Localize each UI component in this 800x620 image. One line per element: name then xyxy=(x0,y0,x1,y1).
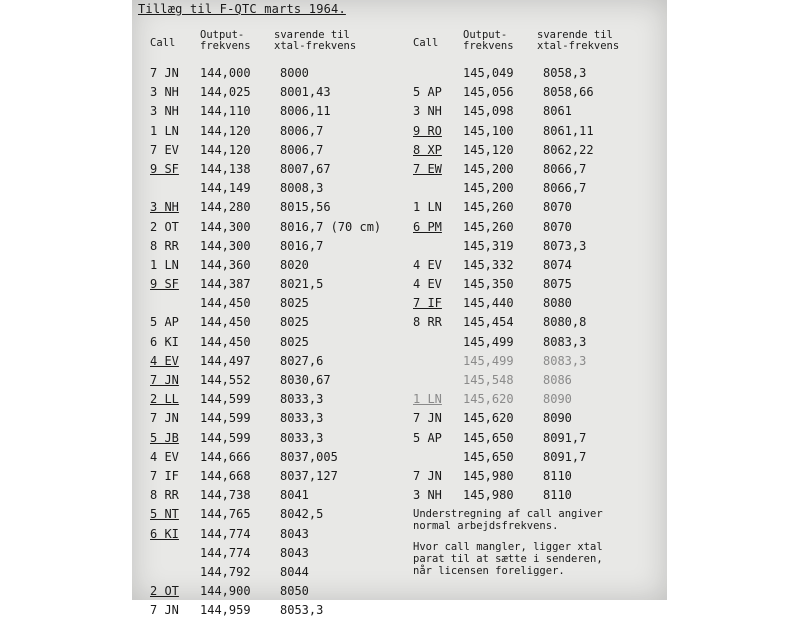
xtal-frequency: 8091,7 xyxy=(543,449,587,464)
call-sign: 5 NT xyxy=(150,507,179,522)
xtal-frequency: 8015,56 xyxy=(280,200,331,215)
xtal-frequency: 8025 xyxy=(280,334,309,349)
xtal-frequency: 8062,22 xyxy=(543,142,594,157)
xtal-frequency: 8027,6 xyxy=(280,353,324,368)
xtal-frequency: 8110 xyxy=(543,488,572,503)
call-sign: 3 NH xyxy=(413,104,442,119)
output-frequency: 144,552 xyxy=(200,373,251,387)
xtal-frequency: 8025 xyxy=(280,315,309,330)
note-underline: Understregning af call angiver normal arbejdsfrekvens. xyxy=(413,508,603,532)
xtal-frequency: 8090 xyxy=(543,392,572,407)
xtal-frequency: 8061 xyxy=(543,104,572,119)
call-sign: 5 JB xyxy=(150,430,179,445)
xtal-frequency: 8110 xyxy=(543,468,572,483)
xtal-frequency: 8008,3 xyxy=(280,181,324,196)
xtal-frequency: 8086 xyxy=(543,373,572,387)
document-page xyxy=(132,0,667,618)
output-frequency: 145,620 xyxy=(463,392,514,407)
xtal-frequency: 8043 xyxy=(280,545,309,560)
xtal-frequency: 8066,7 xyxy=(543,161,587,176)
output-frequency: 145,620 xyxy=(463,411,514,426)
output-frequency: 144,300 xyxy=(200,219,251,234)
xtal-frequency: 8053,3 xyxy=(280,603,324,618)
xtal-frequency: 8070 xyxy=(543,200,572,215)
call-sign: 7 JN xyxy=(150,373,179,387)
output-frequency: 144,599 xyxy=(200,430,251,445)
call-sign: 7 EV xyxy=(150,142,179,157)
output-frequency: 144,138 xyxy=(200,161,251,176)
call-sign: 8 XP xyxy=(413,142,442,157)
output-frequency: 144,387 xyxy=(200,277,251,292)
call-sign: 5 AP xyxy=(413,85,442,100)
output-frequency: 145,056 xyxy=(463,85,514,100)
output-frequency: 145,260 xyxy=(463,200,514,215)
xtal-frequency: 8080 xyxy=(543,296,572,311)
header-call: Call xyxy=(150,37,176,49)
xtal-frequency: 8016,7 (70 cm) xyxy=(280,219,382,234)
call-sign: 6 KI xyxy=(150,526,179,541)
call-sign: 2 OT xyxy=(150,584,179,599)
output-frequency: 144,110 xyxy=(200,104,251,119)
output-frequency: 144,450 xyxy=(200,334,251,349)
output-frequency: 145,980 xyxy=(463,488,514,503)
call-sign: 8 RR xyxy=(413,315,442,330)
xtal-frequency: 8001,43 xyxy=(280,85,331,100)
call-sign: 3 NH xyxy=(150,85,179,100)
xtal-frequency: 8070 xyxy=(543,219,572,234)
call-sign: 5 AP xyxy=(150,315,179,330)
output-frequency: 145,499 xyxy=(463,353,514,368)
xtal-frequency: 8075 xyxy=(543,277,572,292)
call-sign: 1 LN xyxy=(413,392,442,407)
call-sign: 2 LL xyxy=(150,392,179,407)
output-frequency: 144,959 xyxy=(200,603,251,618)
xtal-frequency: 8006,7 xyxy=(280,123,324,138)
call-sign: 1 LN xyxy=(413,200,442,215)
output-frequency: 145,319 xyxy=(463,238,514,253)
xtal-frequency: 8030,67 xyxy=(280,373,331,387)
call-sign: 7 JN xyxy=(150,603,179,618)
xtal-frequency: 8050 xyxy=(280,584,309,599)
output-frequency: 145,120 xyxy=(463,142,514,157)
call-sign: 7 IF xyxy=(413,296,442,311)
xtal-frequency: 8043 xyxy=(280,526,309,541)
xtal-frequency: 8033,3 xyxy=(280,430,324,445)
output-frequency: 145,454 xyxy=(463,315,514,330)
header-xtal: svarende til xtal-frekvens xyxy=(274,29,357,52)
call-sign: 3 NH xyxy=(413,488,442,503)
xtal-frequency: 8083,3 xyxy=(543,353,587,368)
call-sign: 7 EW xyxy=(413,161,442,176)
call-sign: 9 SF xyxy=(150,277,179,292)
xtal-frequency: 8006,7 xyxy=(280,142,324,157)
output-frequency: 145,980 xyxy=(463,468,514,483)
call-sign: 6 PM xyxy=(413,219,442,234)
output-frequency: 144,450 xyxy=(200,296,251,311)
document-title: Tillæg til F-QTC marts 1964. xyxy=(138,2,346,16)
output-frequency: 144,497 xyxy=(200,353,251,368)
xtal-frequency: 8037,005 xyxy=(280,449,338,464)
call-sign: 8 RR xyxy=(150,488,179,503)
output-frequency: 145,350 xyxy=(463,277,514,292)
output-frequency: 144,599 xyxy=(200,392,251,407)
call-sign: 6 KI xyxy=(150,334,179,349)
call-sign: 7 JN xyxy=(413,468,442,483)
notes xyxy=(413,508,663,586)
call-sign: 4 EV xyxy=(413,257,442,272)
output-frequency: 145,548 xyxy=(463,373,514,387)
xtal-frequency: 8007,67 xyxy=(280,161,331,176)
xtal-frequency: 8083,3 xyxy=(543,334,587,349)
call-sign: 9 RO xyxy=(413,123,442,138)
output-frequency: 144,280 xyxy=(200,200,251,215)
xtal-frequency: 8091,7 xyxy=(543,430,587,445)
xtal-frequency: 8021,5 xyxy=(280,277,324,292)
output-frequency: 144,765 xyxy=(200,507,251,522)
output-frequency: 144,666 xyxy=(200,449,251,464)
xtal-frequency: 8044 xyxy=(280,564,309,579)
call-sign: 2 OT xyxy=(150,219,179,234)
output-frequency: 144,900 xyxy=(200,584,251,599)
output-frequency: 145,200 xyxy=(463,181,514,196)
output-frequency: 144,300 xyxy=(200,238,251,253)
xtal-frequency: 8090 xyxy=(543,411,572,426)
output-frequency: 144,792 xyxy=(200,564,251,579)
header-output: Output- frekvens xyxy=(200,29,251,52)
output-frequency: 145,098 xyxy=(463,104,514,119)
xtal-frequency: 8042,5 xyxy=(280,507,324,522)
output-frequency: 144,774 xyxy=(200,526,251,541)
header-xtal: svarende til xtal-frekvens xyxy=(537,29,620,52)
call-sign: 1 LN xyxy=(150,123,179,138)
output-frequency: 144,738 xyxy=(200,488,251,503)
note-missing-call: Hvor call mangler, ligger xtal parat til at sætte i senderen, når licensen foreligger. xyxy=(413,541,603,577)
call-sign: 7 JN xyxy=(150,66,179,80)
call-sign: 5 AP xyxy=(413,430,442,445)
output-frequency: 145,650 xyxy=(463,430,514,445)
xtal-frequency: 8080,8 xyxy=(543,315,587,330)
xtal-frequency: 8000 xyxy=(280,66,309,80)
xtal-frequency: 8058,3 xyxy=(543,66,587,80)
xtal-frequency: 8016,7 xyxy=(280,238,324,253)
call-sign: 4 EV xyxy=(150,353,179,368)
output-frequency: 144,120 xyxy=(200,123,251,138)
xtal-frequency: 8041 xyxy=(280,488,309,503)
xtal-frequency: 8033,3 xyxy=(280,392,324,407)
output-frequency: 145,100 xyxy=(463,123,514,138)
output-frequency: 144,149 xyxy=(200,181,251,196)
output-frequency: 145,332 xyxy=(463,257,514,272)
xtal-frequency: 8058,66 xyxy=(543,85,594,100)
xtal-frequency: 8025 xyxy=(280,296,309,311)
output-frequency: 144,774 xyxy=(200,545,251,560)
xtal-frequency: 8020 xyxy=(280,257,309,272)
output-frequency: 145,650 xyxy=(463,449,514,464)
call-sign: 7 JN xyxy=(413,411,442,426)
call-sign: 4 EV xyxy=(413,277,442,292)
xtal-frequency: 8006,11 xyxy=(280,104,331,119)
xtal-frequency: 8061,11 xyxy=(543,123,594,138)
xtal-frequency: 8073,3 xyxy=(543,238,587,253)
header-call: Call xyxy=(413,37,439,49)
output-frequency: 144,450 xyxy=(200,315,251,330)
xtal-frequency: 8037,127 xyxy=(280,468,338,483)
call-sign: 9 SF xyxy=(150,161,179,176)
call-sign: 8 RR xyxy=(150,238,179,253)
output-frequency: 145,200 xyxy=(463,161,514,176)
xtal-frequency: 8074 xyxy=(543,257,572,272)
xtal-frequency: 8033,3 xyxy=(280,411,324,426)
header-output: Output- frekvens xyxy=(463,29,514,52)
output-frequency: 145,049 xyxy=(463,66,514,80)
xtal-frequency: 8066,7 xyxy=(543,181,587,196)
output-frequency: 144,668 xyxy=(200,468,251,483)
output-frequency: 144,360 xyxy=(200,257,251,272)
output-frequency: 145,440 xyxy=(463,296,514,311)
output-frequency: 145,260 xyxy=(463,219,514,234)
output-frequency: 144,025 xyxy=(200,85,251,100)
call-sign: 3 NH xyxy=(150,104,179,119)
output-frequency: 144,599 xyxy=(200,411,251,426)
output-frequency: 145,499 xyxy=(463,334,514,349)
call-sign: 4 EV xyxy=(150,449,179,464)
output-frequency: 144,000 xyxy=(200,66,251,80)
call-sign: 7 IF xyxy=(150,468,179,483)
call-sign: 7 JN xyxy=(150,411,179,426)
output-frequency: 144,120 xyxy=(200,142,251,157)
call-sign: 3 NH xyxy=(150,200,179,215)
call-sign: 1 LN xyxy=(150,257,179,272)
